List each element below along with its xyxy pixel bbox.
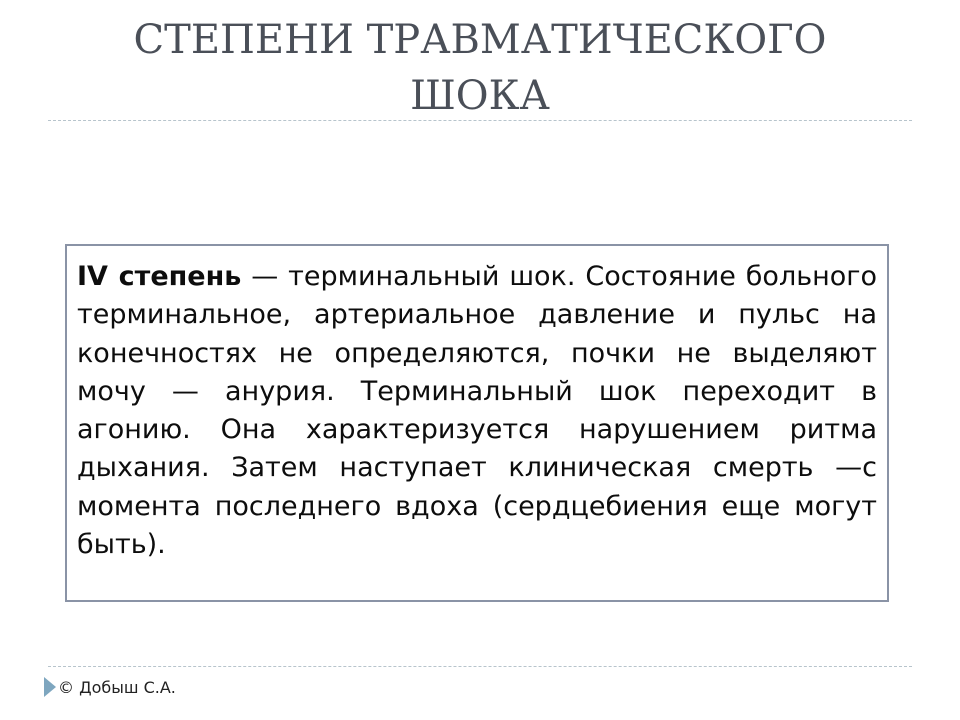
- footer-copyright: © Добыш С.А.: [58, 677, 176, 697]
- triangle-bullet-icon: [44, 677, 56, 697]
- slide-title-line-2: ШОКА: [410, 73, 550, 119]
- top-divider: [48, 120, 912, 121]
- degree-label: IV степень: [77, 261, 242, 292]
- content-text-box: [65, 244, 889, 602]
- bottom-divider: [48, 666, 912, 667]
- slide-title-line-1: СТЕПЕНИ ТРАВМАТИЧЕСКОГО: [133, 17, 827, 63]
- footer: [44, 676, 176, 698]
- slide-title: [60, 12, 900, 124]
- degree-description: — терминальный шок. Состояние больного терминальное, артериальное давление и пульс на конечностях не определяются, почки не выделяют мочу — анурия. Терминальный шок переходит в агонию. Она характеризуется нарушением ритма дыхания. Затем наступает клиническая смерть —с момента последнего вдоха (сердцебиения еще могут быть).: [77, 261, 877, 561]
